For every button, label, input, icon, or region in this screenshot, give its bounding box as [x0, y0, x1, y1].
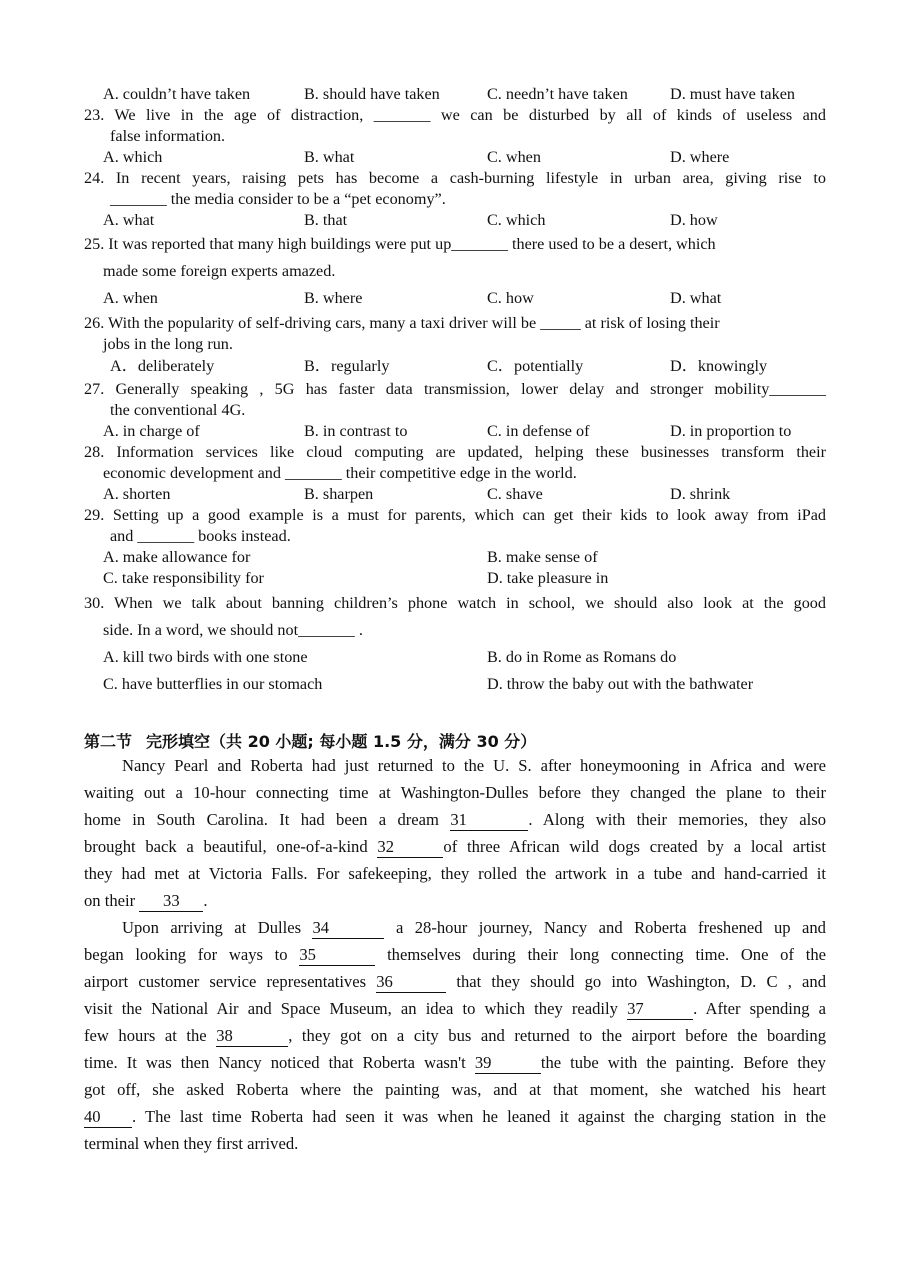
q29-option-c: C. take responsibility for: [103, 569, 264, 587]
section-heading: [84, 729, 536, 752]
blank-36: 36: [376, 972, 446, 993]
q28-option-b: B. sharpen: [304, 485, 374, 503]
passage-line: Nancy Pearl and Roberta had just returned to the U. S. after honeymooning in Africa and were: [122, 756, 826, 775]
passage-text: brought back a beautiful, one-of-a-kind: [84, 837, 368, 856]
q27-option-a: A. in charge of: [103, 422, 200, 440]
passage-text: home in South Carolina. It had been a dream: [84, 810, 439, 829]
passage-text: themselves during their long connecting time. One of the: [387, 945, 827, 964]
q24-option-b: B. that: [304, 211, 348, 229]
passage-line: they had met at Victoria Falls. For safekeeping, they rolled the artwork in a tube and hand-carried it: [84, 864, 826, 883]
passage-text: visit the National Air and Space Museum, an idea to which they readily: [84, 999, 618, 1018]
q23-option-c: C. when: [487, 148, 541, 166]
passage-line: [84, 999, 826, 1020]
q26-option-c: C．potentially: [487, 357, 584, 375]
q28-stem-cont: economic development and _______ their competitive edge in the world.: [103, 464, 577, 482]
passage-line: [84, 945, 826, 966]
passage-text: . The last time Roberta had seen it was when he leaned it against the charging station in the: [132, 1107, 826, 1126]
q30-option-a: A. kill two birds with one stone: [103, 648, 308, 666]
q28-option-d: D. shrink: [670, 485, 731, 503]
q30-option-b: B. do in Rome as Romans do: [487, 648, 677, 666]
passage-text: few hours at the: [84, 1026, 207, 1045]
q26-stem-cont: jobs in the long run.: [103, 335, 233, 353]
q25-option-c: C. how: [487, 289, 534, 307]
blank-31: 31: [450, 810, 528, 831]
q29-stem: 29. Setting up a good example is a must for parents, which can get their kids to look away from iPad: [84, 506, 826, 524]
q28-stem: 28. Information services like cloud computing are updated, helping these businesses transform their: [84, 443, 826, 461]
q23-option-a: A. which: [103, 148, 163, 166]
q27-option-c: C. in defense of: [487, 422, 590, 440]
passage-text: a 28-hour journey, Nancy and Roberta freshened up and: [395, 918, 826, 937]
q22-option-b: B. should have taken: [304, 85, 440, 103]
passage-text: .: [203, 891, 208, 910]
q25-stem: 25. It was reported that many high buildings were put up_______ there used to be a desert, which: [84, 235, 716, 253]
q23-stem-cont: false information.: [110, 127, 226, 145]
q26-stem: 26. With the popularity of self-driving cars, many a taxi driver will be _____ at risk of losing their: [84, 314, 720, 332]
q29-option-a: A. make allowance for: [103, 548, 251, 566]
passage-line: [84, 891, 826, 912]
section-title: 完形填空（共 20 小题; 每小题 1.5 分，满分 30 分）: [146, 732, 537, 751]
q25-stem-cont: made some foreign experts amazed.: [103, 262, 336, 280]
blank-32: 32: [377, 837, 443, 858]
q27-stem: 27. Generally speaking , 5G has faster data transmission, lower delay and stronger mobility_______: [84, 380, 826, 398]
q29-option-b: B. make sense of: [487, 548, 598, 566]
passage-text: , they got on a city bus and returned to the airport before the boarding: [288, 1026, 826, 1045]
q24-option-d: D. how: [670, 211, 718, 229]
blank-37: 37: [627, 999, 693, 1020]
passage-line: [84, 810, 826, 831]
q23-option-b: B. what: [304, 148, 355, 166]
blank-34: 34: [312, 918, 384, 939]
passage-line: waiting out a 10-hour connecting time at Washington-Dulles before they changed the plane to their: [84, 783, 826, 802]
passage-text: . Along with their memories, they also: [528, 810, 826, 829]
passage-text: of three African wild dogs created by a local artist: [443, 837, 826, 856]
blank-40: 40: [84, 1107, 132, 1128]
q23-option-d: D. where: [670, 148, 730, 166]
q25-option-d: D. what: [670, 289, 722, 307]
passage-line: [84, 1053, 826, 1074]
q25-option-a: A. when: [103, 289, 158, 307]
passage-text: time. It was then Nancy noticed that Roberta wasn't: [84, 1053, 466, 1072]
q27-stem-cont: the conventional 4G.: [110, 401, 246, 419]
passage-line: got off, she asked Roberta where the painting was, and at that moment, she watched his heart: [84, 1080, 826, 1099]
q28-option-a: A. shorten: [103, 485, 171, 503]
passage-line: [84, 1107, 826, 1128]
q30-stem-cont: side. In a word, we should not_______ .: [103, 621, 363, 639]
passage-line: [84, 837, 826, 858]
passage-text: Upon arriving at Dulles: [122, 918, 302, 937]
passage-line: [122, 918, 826, 939]
q24-option-a: A. what: [103, 211, 155, 229]
passage-text: the tube with the painting. Before they: [540, 1053, 826, 1072]
blank-38: 38: [216, 1026, 288, 1047]
q22-option-d: D. must have taken: [670, 85, 795, 103]
q23-stem: 23. We live in the age of distraction, _______ we can be disturbed by all of kinds of useless and: [84, 106, 826, 124]
q29-option-d: D. take pleasure in: [487, 569, 609, 587]
q22-option-a: A. couldn’t have taken: [103, 85, 251, 103]
q24-stem-cont: _______ the media consider to be a “pet economy”.: [110, 190, 446, 208]
passage-text: that they should go into Washington, D. C , and: [456, 972, 826, 991]
passage-line: [84, 972, 826, 993]
passage-text: airport customer service representatives: [84, 972, 367, 991]
q28-option-c: C. shave: [487, 485, 543, 503]
q29-stem-cont: and _______ books instead.: [110, 527, 291, 545]
blank-39: 39: [475, 1053, 541, 1074]
q27-option-d: D. in proportion to: [670, 422, 792, 440]
q25-option-b: B. where: [304, 289, 363, 307]
passage-line: [84, 1026, 826, 1047]
q24-option-c: C. which: [487, 211, 546, 229]
q22-option-c: C. needn’t have taken: [487, 85, 628, 103]
section-part: 第二节: [84, 732, 133, 751]
passage-text: on their: [84, 891, 136, 910]
passage-text: began looking for ways to: [84, 945, 288, 964]
q26-option-d: D．knowingly: [670, 357, 768, 375]
q30-option-c: C. have butterflies in our stomach: [103, 675, 323, 693]
blank-33: 33: [139, 891, 203, 912]
q26-option-b: B．regularly: [304, 357, 390, 375]
q26-option-a: A．deliberately: [110, 357, 215, 375]
q30-stem: 30. When we talk about banning children’s phone watch in school, we should also look at the good: [84, 594, 826, 612]
passage-text: . After spending a: [693, 999, 827, 1018]
q24-stem: 24. In recent years, raising pets has become a cash-burning lifestyle in urban area, giving rise to: [84, 169, 826, 187]
q27-option-b: B. in contrast to: [304, 422, 408, 440]
q30-option-d: D. throw the baby out with the bathwater: [487, 675, 754, 693]
blank-35: 35: [299, 945, 375, 966]
passage-line: terminal when they first arrived.: [84, 1134, 299, 1153]
